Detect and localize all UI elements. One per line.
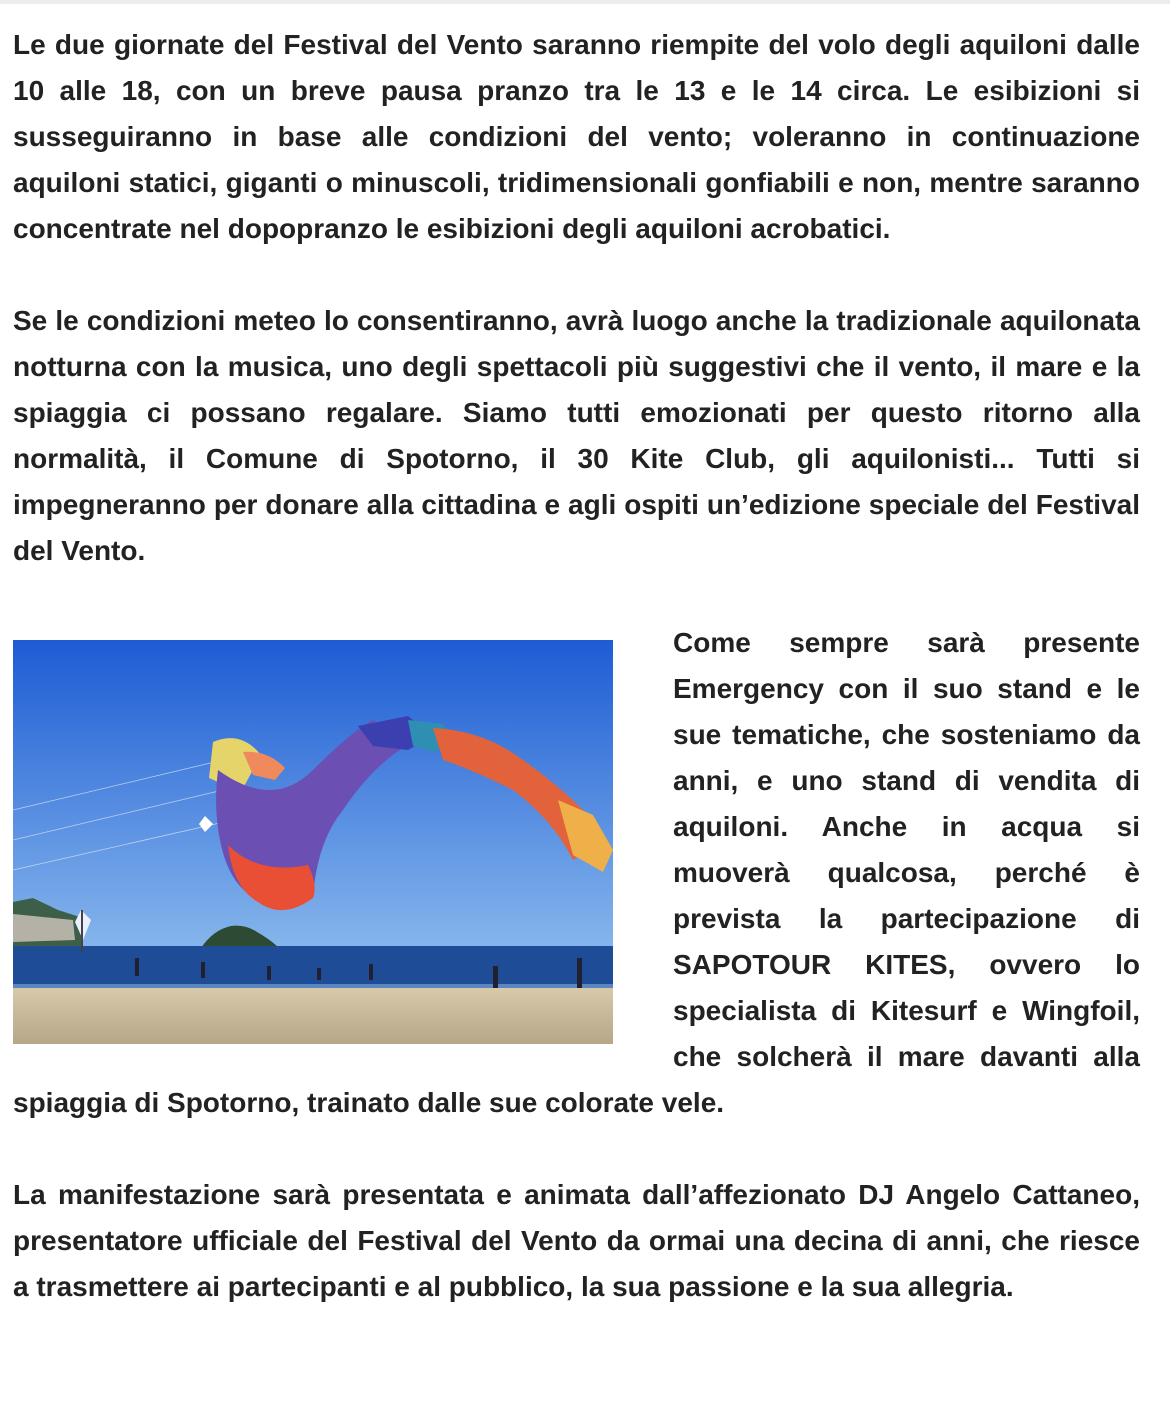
top-divider: [0, 0, 1170, 4]
paragraph-night-kites: Se le condizioni meteo lo consentiranno, avrà luogo anche la tradizionale aquilonata notturna con la musica, uno degli spettacoli più suggestivi che il vento, il mare e la spiaggia ci possano regalare. Siamo tutti emozionati per questo ritorno alla normalità, il Comune di Spotorno, il 30 Kite Club, gli aquilonisti... Tutti si impegneranno per donare alla cittadina e agli ospiti un’edizione speciale del Festival del Vento.: [13, 305, 1140, 566]
article-body: [13, 22, 1140, 1310]
paragraph-dj: La manifestazione sarà presentata e animata dall’affezionato DJ Angelo Cattaneo, presentatore ufficiale del Festival del Vento da ormai una decina di anni, che riesce a trasmettere ai partecipanti e al pubblico, la sua passione e la sua allegria.: [13, 1179, 1140, 1302]
paragraph-emergency: Come sempre sarà presente Emergency con il suo stand e le sue tematiche, che sosteniamo da anni, e uno stand di vendita di aquiloni. Anche in acqua si muoverà qualcosa, perché è prevista la partecipazione di SAPOTOUR KITES, ovvero lo specialista di Kitesurf e Wingfoil, che solcherà il mare davanti alla spiaggia di Spotorno, trainato dalle sue colorate vele.: [13, 627, 1140, 1118]
sand: [13, 988, 613, 1044]
sea: [13, 946, 613, 988]
paragraph-schedule: Le due giornate del Festival del Vento saranno riempite del volo degli aquiloni dalle 10 alle 18, con un breve pausa pranzo tra le 13 e le 14 circa. Le esibizioni si susseguiranno in base alle condizioni del vento; voleranno in continuazione aquiloni statici, giganti o minuscoli, tridimensionali gonfiabili e non, mentre saranno concentrate nel dopopranzo le esibizioni degli aquiloni acrobatici.: [13, 29, 1140, 244]
kite-photo: [13, 640, 613, 1044]
